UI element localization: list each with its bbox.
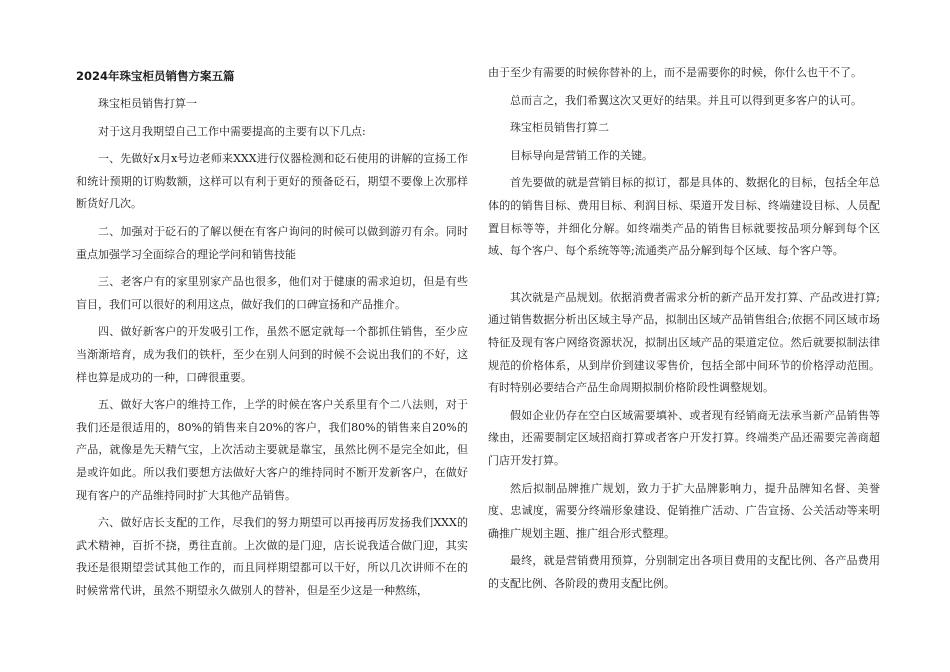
paragraph: 五、做好大客户的维持工作，上学的时候在客户关系里有个二八法则，对于我们还是很适用的，80%的销售来自20%的客户，我们80%的销售来自20%的产品，就像是先天精气宝，上次活动主要就是靠宝，虽然比例不是完全如此，但是或许如此。所以我们要想方法做好大客户的维持同时不断开发新客户，在做好现有客户的产品维持同时扩大其他产品销售。 — [76, 398, 468, 502]
paragraph: 首先要做的就是营销目标的拟订，都是具体的、数据化的目标，包括全年总体的的销售目标、费用目标、利润目标、渠道开发目标、终端建设目标、人员配置目标等等，并细化分解。如终端类产品的销售目标就要按品项分解到每个区域、每个客户、每个系统等等;流通类产品分解到每个区域、每个客户等。 — [488, 176, 880, 258]
section-heading-1: 珠宝柜员销售打算一 — [98, 97, 197, 110]
paragraph: 六、做好店长支配的工作，尽我们的努力期望可以再接再厉发扬我们XXX的武术精神，百折不挠，勇往直前。上次做的是门迎，店长说我适合做门迎，其实我还是很期望尝试其他工作的，而且同样期望都可以干好，所以几次讲师不在的时候常常代讲，虽然不期望永久做别人的替补，但是至少这是一种熬练， — [76, 516, 468, 597]
paragraph: 目标导向是营销工作的关键。 — [510, 148, 653, 162]
paragraph: 一、先做好x月x号边老师来XXX进行仪器检测和砭石使用的讲解的宣扬工作和统计预期的订购数额，这样可以有利于更好的预备砭石，期望不要像上次那样断货好几次。 — [76, 152, 468, 211]
paragraph: 三、老客户有的家里别家产品也很多，他们对于健康的需求迫切，但是有些盲目，我们可以很好的利用这点，做好我们的口碑宣扬和产品推介。 — [76, 275, 468, 311]
paragraph: 其次就是产品规划。依据消费者需求分析的新产品开发打算、产品改进打算;通过销售数据分析出区域主导产品，拟制出区域产品销售组合;依据不同区域市场特征及现有客户网络资源状况，拟制出区域产品的渠道定位。然后就要拟制法律规范的价格体系，从到岸价到建议零售价，包括全部中间环节的价格浮动范围。有时特别必要结合产品生命周期拟制价格阶段性调整规划。 — [488, 290, 880, 395]
paragraph: 对于这月我期望自己工作中需要提高的主要有以下几点: — [98, 124, 366, 138]
paragraph: 总而言之，我们希翼这次又更好的结果。并且可以得到更多客户的认可。 — [510, 93, 862, 107]
document-title: 2024年珠宝柜员销售方案五篇 — [76, 69, 235, 83]
paragraph: 假如企业仍存在空白区域需要填补、或者现有经销商无法承当新产品销售等缘由，还需要制定区域招商打算或者客户开发打算。终端类产品还需要完善商超门店开发打算。 — [488, 408, 880, 467]
paragraph: 最终，就是营销费用预算，分别制定出各项目费用的支配比例、各产品费用的支配比例、各阶段的费用支配比例。 — [488, 554, 880, 590]
paragraph: 然后拟制品牌推广规划，致力于扩大品牌影响力，提升品牌知名督、美誉度、忠诚度，需要分终端形象建设、促销推广活动、广告宣扬、公关活动等来明确推广规划主题、推广组合形式整理。 — [488, 481, 880, 540]
paragraph: 由于至少有需要的时候你替补的上，而不是需要你的时候，你什么也干不了。 — [488, 66, 862, 79]
paragraph: 二、加强对于砭石的了解以便在有客户询问的时候可以做到游刃有余。同时重点加强学习全面综合的理论学问和销售技能 — [76, 224, 468, 261]
section-heading-2: 珠宝柜员销售打算二 — [510, 121, 609, 135]
right-column — [488, 62, 880, 600]
paragraph: 四、做好新客户的开发吸引工作，虽然不愿定就每一个都抓住销售，至少应当渐渐培育，成为我们的铁杆，至少在别人问到的时候不会说出我们的不好，这样也算是成功的一种，口碑很重要。 — [76, 325, 468, 384]
left-column — [76, 62, 468, 607]
